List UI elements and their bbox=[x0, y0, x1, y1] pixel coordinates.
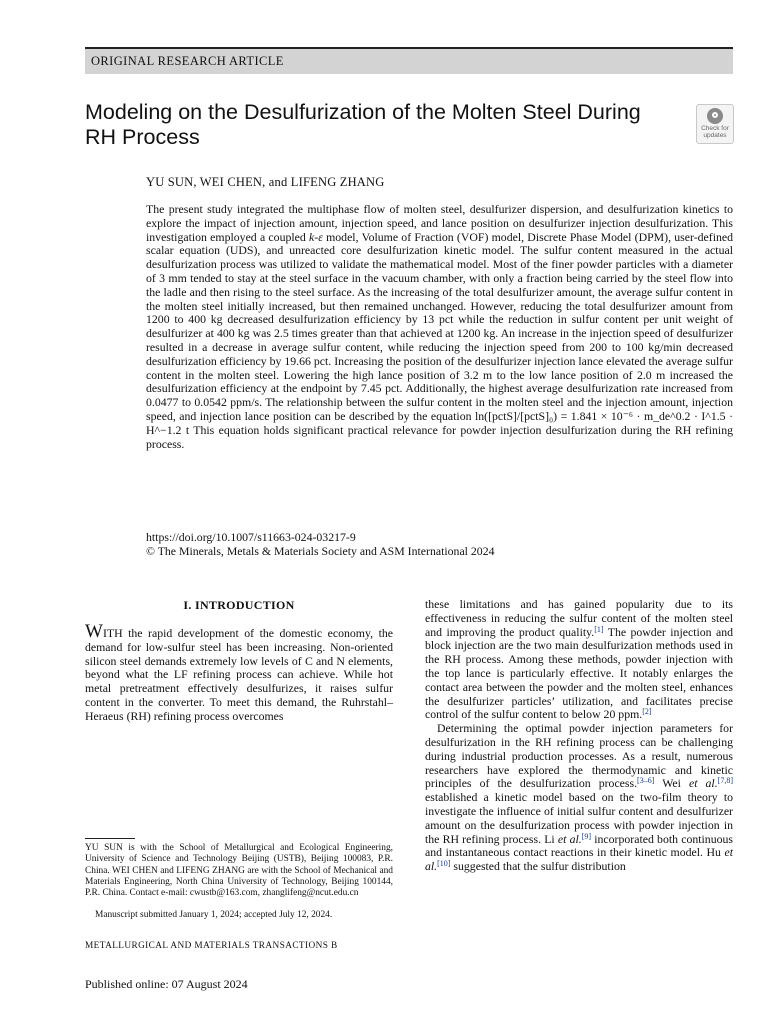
published-online-date: Published online: 07 August 2024 bbox=[85, 977, 248, 991]
right-paragraph-1-text-a: these limitations and has gained popularity due to its effectiveness in reducing the sulfur content of the molten steel and improving the product quality. bbox=[425, 597, 733, 639]
citation-10[interactable]: [10] bbox=[437, 859, 451, 869]
abstract-equation: ln([pctS]/[pctS]₀) = 1.841 × 10⁻⁶ · m_de^0.2 · I^1.5 · H^−1.2 t bbox=[146, 408, 733, 437]
citation-9[interactable]: [9] bbox=[581, 831, 592, 841]
footnote-rule bbox=[85, 838, 135, 839]
check-for-updates-badge[interactable] bbox=[696, 104, 734, 144]
article-title: Modeling on the Desulfurization of the Molten Steel During RH Process bbox=[85, 100, 641, 149]
abstract bbox=[146, 203, 733, 451]
section-heading-introduction: I. INTRODUCTION bbox=[183, 598, 295, 612]
et-al-wei: et al. bbox=[688, 776, 718, 791]
check-for-updates-line2: updates bbox=[703, 132, 727, 139]
manuscript-dates: Manuscript submitted January 1, 2024; accepted July 12, 2024. bbox=[95, 910, 333, 920]
abstract-text-2: model, Volume of Fraction (VOF) model, Discrete Phase Model (DPM), user-defined scalar equation (UDS), and unreacted core desulfurization kinetic model. The sulfur content measured in the actual desulfurization process was utilized to validate the mathematical model. Most of the finer powder particles with a diameter of 3 mm tended to stay at the steel surface in the vacuum chamber, with only a fraction being carried by the steel flow into the ladle and then rising to the steel surface. As the increasing of the total desulfurizer amount, the average sulfur content in the molten steel initially increased, but then remained unchanged. However, reducing the total desulfurizer amount from 1200 to 400 kg decreased desulfurization efficiency by 13 pct while the reduction in sulfur content per unit weight of desulfurizer at 400 kg was 2.5 times greater than that achieved at 1200 kg. An increase in the injection speed of desulfurizer resulted in a decrease in average sulfur content, while reducing the injection speed from 200 to 100 kg/min decreased desulfurization efficiency by 19.66 pct. Increasing the position of the desulfurizer injection lance elevated the average sulfur content in the molten steel. Lowering the high lance position of 3.2 m to the low lance position of 2.0 m increased the desulfurization efficiency at the endpoint by 7.45 pct. Additionally, the highest average desulfurization rate increased from 0.0477 to 0.0542 ppm/s. The relationship between the sulfur content in the molten steel and the injection amount, injection speed, and injection lance position can be described by the equation bbox=[146, 229, 734, 423]
author-affiliation-footnote: YU SUN is with the School of Metallurgical and Ecological Engineering, University of Science and Technology Beijing (USTB), Beijing 100083, P.R. China. WEI CHEN and LIFENG ZHANG are with the School of Mechanical and Materials Engineering, North China University of Technology, Beijing 100144, P.R. China. Contact e-mail: cwustb@163.com, zhanglifeng@ncut.edu.cn bbox=[85, 843, 393, 899]
abstract-k-epsilon: k-ε bbox=[309, 229, 323, 244]
abstract-text-3: This equation holds significant practical relevance for powder injection desulfurization during the RH refining process. bbox=[146, 422, 733, 451]
intro-paragraph-1-text: ITH the rapid development of the domestic economy, the demand for low-sulfur steel has been increasing. Non-oriented silicon steel demands extremely low levels of C and N elements, beyond what the LF refining process can achieve. While hot metal pretreatment effectively desulfurizes, it raises sulfur content in the converter. To meet this demand, the Ruhrstahl–Heraeus (RH) refining process overcomes bbox=[85, 626, 393, 723]
doi-link[interactable]: https://doi.org/10.1007/s11663-024-03217-9 bbox=[146, 530, 356, 544]
et-al-li: et al. bbox=[557, 831, 582, 846]
citation-2[interactable]: [2] bbox=[642, 707, 652, 717]
check-for-updates-line1: Check for bbox=[701, 125, 729, 132]
right-paragraph-2-text-c: established a kinetic model based on the two-film theory to investigate the influence of initial sulfur content and desulfurizer amount on the desulfurization process with powder injection in the RH refining process. Li bbox=[425, 790, 733, 846]
et-al-hu: et al. bbox=[425, 845, 733, 874]
right-paragraph-1 bbox=[425, 598, 733, 722]
abstract-text-1: The present study integrated the multiphase flow of molten steel, desulfurizer dispersion, and desulfurization kinetics to explore the impact of injection amount, injection speed, and lance position on desulfurizer injection desulfurization. This investigation employed a coupled bbox=[146, 202, 733, 244]
citation-1[interactable]: [1] bbox=[594, 624, 604, 634]
check-for-updates-icon bbox=[707, 108, 723, 124]
right-paragraph-1-text-b: The powder injection and block injection are the two main desulfurization methods used in the RH process. Among these methods, powder injection with the top lance is particularly effective. It notably enlarges the contact area between the powder and the molten steel, enhances the desulfurizer particles’ utilization, and facilitates precise control of the sulfur content to below 20 ppm. bbox=[425, 624, 733, 722]
copyright-notice: © The Minerals, Metals & Materials Society and ASM International 2024 bbox=[146, 544, 495, 558]
journal-name: METALLURGICAL AND MATERIALS TRANSACTIONS B bbox=[85, 941, 338, 951]
left-column bbox=[85, 598, 393, 724]
right-paragraph-2-text-d: incorporated both continuous and instantaneous contact reactions in their kinetic model. Hu bbox=[425, 831, 733, 860]
article-type-banner: ORIGINAL RESEARCH ARTICLE bbox=[85, 47, 733, 74]
right-paragraph-2-text-e: suggested that the sulfur distribution bbox=[450, 859, 626, 874]
right-paragraph-2-text-b: Wei bbox=[654, 776, 689, 791]
right-paragraph-2-text-a: Determining the optimal powder injection parameters for desulfurization in the RH refining process can be challenging during industrial production processes. As a result, numerous researchers have explored the thermodynamic and kinetic principles of the desulfurization process. bbox=[425, 721, 733, 791]
author-list: YU SUN, WEI CHEN, and LIFENG ZHANG bbox=[146, 175, 385, 189]
citation-7-8[interactable]: [7,8] bbox=[717, 776, 733, 786]
right-column bbox=[425, 598, 733, 874]
right-paragraph-2 bbox=[425, 722, 733, 874]
citation-3-6[interactable]: [3–6] bbox=[637, 776, 655, 786]
intro-paragraph-1 bbox=[85, 621, 393, 724]
drop-cap: W bbox=[85, 621, 103, 642]
